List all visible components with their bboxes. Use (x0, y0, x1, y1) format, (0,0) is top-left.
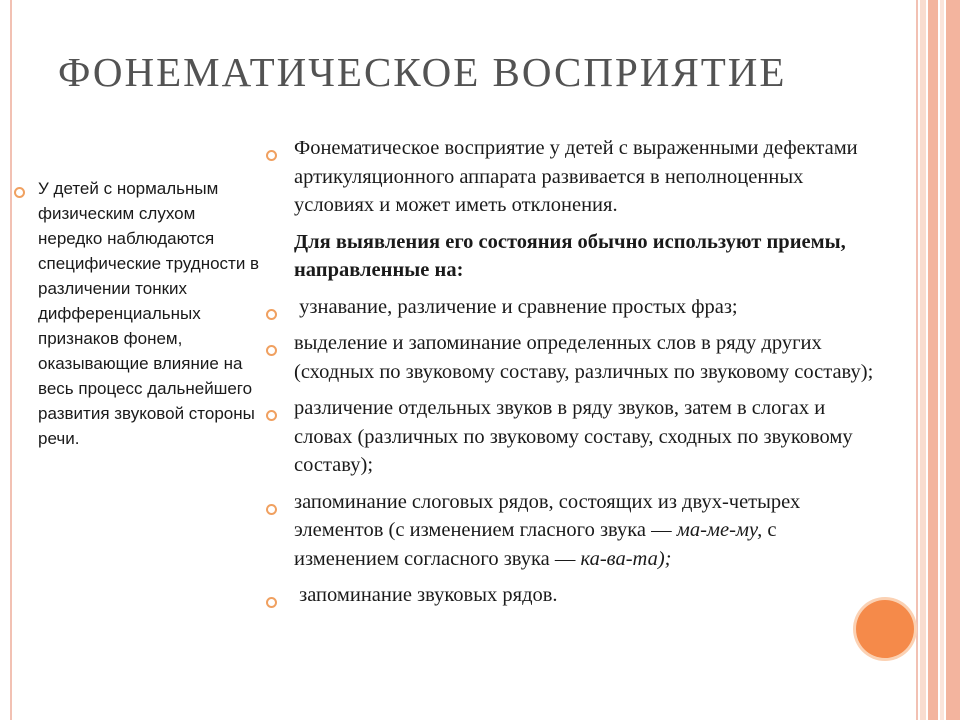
left-column (14, 176, 264, 451)
item-text: с изменением согласного звука — (294, 519, 782, 570)
bullet-icon (266, 336, 277, 365)
list-item (264, 394, 884, 480)
list-item (264, 134, 884, 220)
heading-text: Для выявления его состояния обычно используют приемы, направленные на: (294, 230, 846, 281)
bullet-icon (266, 495, 277, 524)
bullet-icon (266, 401, 277, 430)
decorative-circle (856, 600, 914, 658)
stripe (920, 0, 926, 720)
item-text: запоминание звуковых рядов. (294, 584, 558, 606)
list-item (264, 293, 884, 322)
stripe (928, 0, 938, 720)
item-text: выделение и запоминание определенных слов в ряду других (сходных по звуковому составу, различных по звуковому составу); (294, 332, 874, 383)
item-italic: ма-ме-му, (676, 519, 763, 541)
bullet-icon (266, 588, 277, 617)
item-italic: ка-ва-та); (580, 547, 672, 570)
stripe (940, 0, 944, 720)
list-item (264, 329, 884, 386)
right-column (264, 134, 884, 618)
list-heading (264, 228, 884, 285)
bullet-icon (266, 300, 277, 329)
stripe (946, 0, 960, 720)
bullet-icon (266, 141, 277, 170)
bullet-icon (14, 180, 25, 205)
decorative-stripes (920, 0, 960, 720)
paragraph-text: Фонематическое восприятие у детей с выраженными дефектами артикуляционного аппарата развивается в неполноценных условиях и может иметь отклонения. (294, 137, 858, 216)
list-item (264, 488, 884, 574)
slide-title: ФОНЕМАТИЧЕСКОЕ ВОСПРИЯТИЕ (58, 49, 787, 95)
left-text: У детей с нормальным физическим слухом нередко наблюдаются специфические трудности в различении тонких дифференциальных признаков фонем, оказывающие влияние на весь процесс дальнейшего развития звуковой стороны речи. (38, 179, 260, 448)
item-text: узнавание, различение и сравнение простых фраз; (294, 295, 738, 318)
list-item (264, 581, 884, 610)
item-text: различение отдельных звуков в ряду звуков, затем в слогах и словах (различных по звуковому составу, сходных по звуковому составу); (294, 397, 853, 476)
item-text: запоминание слоговых рядов, состоящих из двух-четырех элементов (с изменением гласного звука — (294, 490, 801, 541)
